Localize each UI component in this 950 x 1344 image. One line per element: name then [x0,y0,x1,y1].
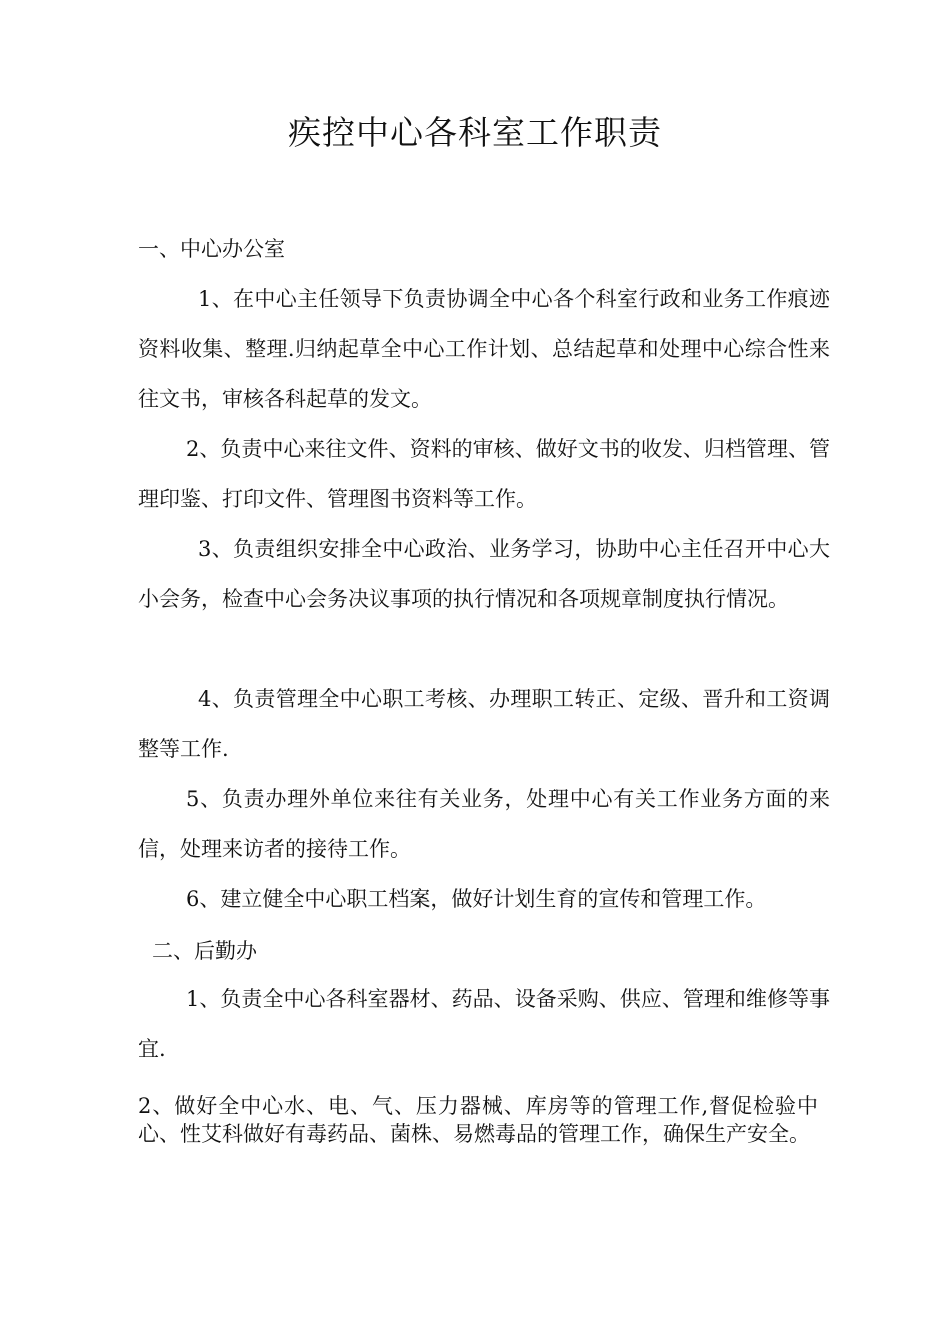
duty-item: 3、负责组织安排全中心政治、业务学习，协助中心主任召开中心大小会务，检查中心会务决议事项的执行情况和各项规章制度执行情况。 [138,537,830,611]
duty-item: 2、做好全中心水、电、气、压力器械、库房等的管理工作,督促检验中心、性艾科做好有毒药品、菌株、易燃毒品的管理工作，确保生产安全。 [138,1094,818,1146]
duty-item: 4、负责管理全中心职工考核、办理职工转正、定级、晋升和工资调整等工作. [138,687,830,761]
duty-item: 5、负责办理外单位来往有关业务，处理中心有关工作业务方面的来信，处理来访者的接待工作。 [138,787,830,861]
section-heading: 二、后勤办 [152,939,257,963]
duty-item: 1、在中心主任领导下负责协调全中心各个科室行政和业务工作痕迹资料收集、整理.归纳起草全中心工作计划、总结起草和处理中心综合性来往文书，审核各科起草的发文。 [138,287,830,411]
page-title: 疾控中心各科室工作职责 [288,113,662,152]
duty-item: 1、负责全中心各科室器材、药品、设备采购、供应、管理和维修等事宜. [138,987,830,1061]
duty-item: 2、负责中心来往文件、资料的审核、做好文书的收发、归档管理、管理印鉴、打印文件、管理图书资料等工作。 [138,437,830,511]
duty-item: 6、建立健全中心职工档案，做好计划生育的宣传和管理工作。 [186,887,767,911]
section-heading: 一、中心办公室 [138,237,285,261]
